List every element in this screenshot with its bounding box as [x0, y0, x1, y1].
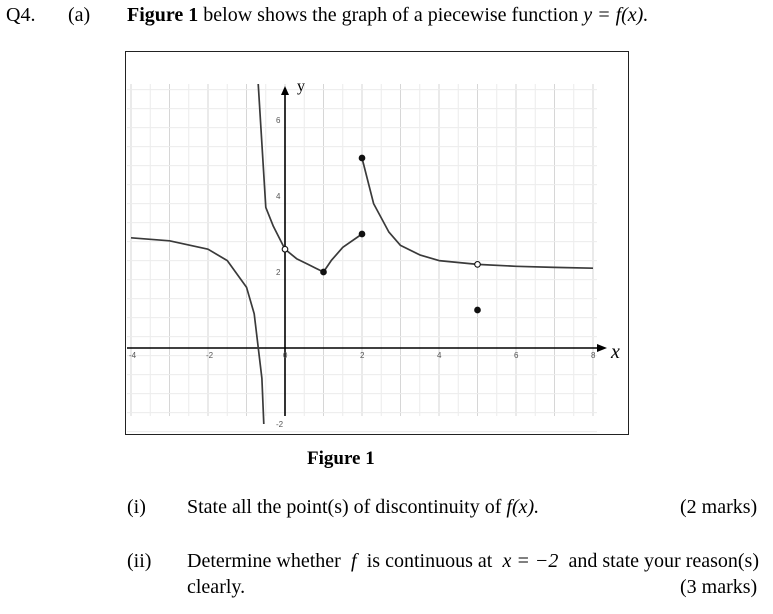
marks-i: (2 marks)	[680, 496, 758, 518]
sub-ii-f: f	[351, 550, 357, 572]
sub-ii-condition: x = −2	[502, 550, 559, 572]
closed-point	[321, 269, 327, 275]
x-axis-arrow	[597, 344, 607, 352]
sub-ii-line2: clearly.	[187, 576, 246, 598]
y-tick-label: 4	[276, 192, 281, 201]
y-tick-label: 6	[276, 116, 281, 125]
x-tick-label: 6	[514, 351, 519, 360]
sub-ii-text-mid: is continuous at	[366, 550, 493, 572]
intro-math: y = f(x).	[583, 4, 649, 26]
closed-point	[359, 155, 365, 161]
x-tick-label: -2	[206, 351, 214, 360]
open-point	[282, 246, 288, 252]
sub-i-text: State all the point(s) of discontinuity of	[187, 496, 502, 518]
curve-segment	[131, 238, 264, 424]
sub-label-i: (i)	[127, 496, 146, 518]
sub-text-i	[187, 496, 539, 519]
question-number: Q4.	[6, 4, 36, 26]
sub-ii-text-before: Determine whether	[187, 550, 341, 572]
marks-ii: (3 marks)	[680, 576, 758, 598]
figure-frame	[125, 51, 629, 435]
y-tick-label: 2	[276, 268, 281, 277]
figure-reference: Figure 1	[127, 4, 199, 26]
x-tick-label: 8	[591, 351, 596, 360]
sub-text-ii	[187, 550, 759, 573]
open-point	[475, 262, 481, 268]
y-tick-label: -2	[276, 420, 284, 429]
sub-i-math: f(x).	[506, 496, 540, 518]
y-axis-arrow	[281, 86, 289, 95]
sub-label-ii: (ii)	[127, 550, 152, 572]
closed-point	[359, 231, 365, 237]
y-axis-label: y	[297, 78, 305, 95]
x-tick-label: -4	[129, 351, 137, 360]
curve-segment	[258, 82, 323, 272]
question-intro	[127, 4, 648, 27]
closed-point	[475, 307, 481, 313]
x-axis-label: x	[611, 341, 620, 363]
x-tick-label: 2	[360, 351, 365, 360]
sub-ii-text-after: and state your reason(s)	[568, 550, 759, 572]
function-graph	[126, 52, 628, 433]
x-tick-label: 0	[283, 351, 288, 360]
intro-text: below shows the graph of a piecewise function	[203, 4, 579, 26]
figure-caption: Figure 1	[307, 448, 375, 469]
x-tick-label: 4	[437, 351, 442, 360]
grid	[127, 84, 597, 432]
question-part: (a)	[68, 4, 91, 26]
